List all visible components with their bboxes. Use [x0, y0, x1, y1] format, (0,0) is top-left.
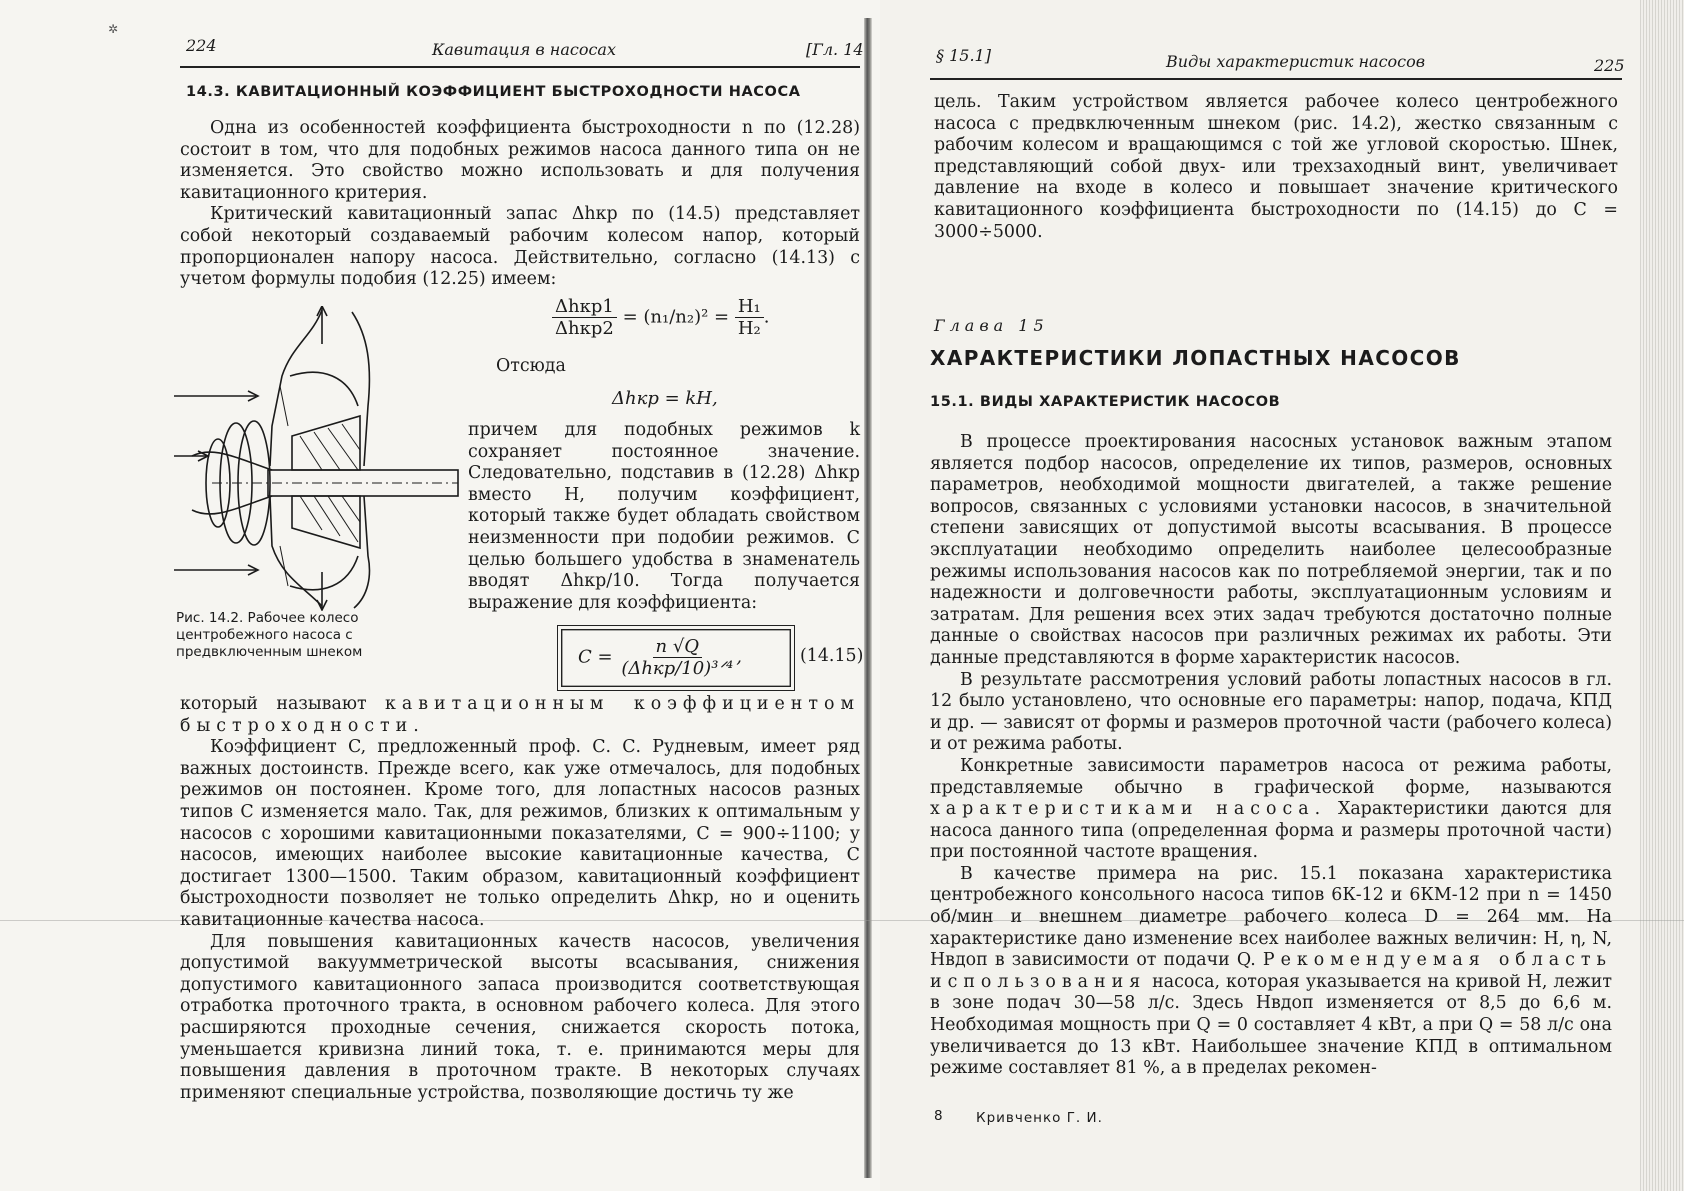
eq3-num: n √Q	[653, 636, 703, 658]
eq1-rhs-den: H₂	[737, 318, 761, 339]
scan-speck: ✲	[108, 22, 119, 36]
right-text-top	[934, 92, 1618, 243]
left-text-bottom	[180, 694, 860, 1104]
right-para-4-spaced: Рекомендуемая область использования	[930, 950, 1612, 992]
eq1-rhs-num: H₁	[735, 296, 764, 318]
left-para-3	[180, 694, 860, 737]
left-para-2: Критический кавитационный запас Δhкр по (14.5) представляет собой некоторый создаваемый рабочим колесом напор, который пропорционален напору насоса. Действительно, согласно (14.13) с учетом формулы подобия (12.25) имеем:	[180, 204, 860, 290]
eq3-den: (Δhкр/10)³ᐟ⁴	[621, 658, 734, 679]
left-wrap-para: причем для подобных режимов k сохраняет постоянное значение. Следовательно, подставив в (12.28) Δhкр вместо H, получим коэффициент, который также будет обладать свойством неизменности при подобии режимов. С целью большего удобства в знаменатель вводят Δhкр/10. Тогда получается выражение для коэффициента:	[468, 420, 860, 613]
left-page-number: 224	[186, 36, 217, 55]
figure-caption: Рис. 14.2. Рабочее колесо центробежного насоса с предвключенным шнеком	[176, 610, 363, 660]
right-page-number: 225	[1594, 56, 1625, 75]
eq1-lhs-den: Δhкр2	[555, 318, 614, 339]
right-section-ref: § 15.1]	[936, 46, 991, 65]
chapter-title: ХАРАКТЕРИСТИКИ ЛОПАСТНЫХ НАСОСОВ	[930, 346, 1461, 370]
left-para-1: Одна из особенностей коэффициента быстроходности n по (12.28) состоит в том, что для подобных режимов насоса данного типа он не изменяется. Это свойство можно использовать и для получения кавитационного критерия.	[180, 118, 860, 203]
left-running-title: Кавитация в насосах	[432, 40, 616, 59]
right-text-body	[930, 432, 1612, 1080]
impeller-inducer-figure	[172, 306, 460, 611]
right-para-3	[930, 756, 1612, 864]
book-gutter	[864, 18, 872, 1178]
eq1-lhs-num: Δhкр1	[552, 296, 617, 318]
eq1-mid: = (n₁/n₂)² =	[622, 306, 730, 328]
left-header-rule	[180, 66, 860, 68]
footer-sheet-number: 8	[934, 1108, 944, 1124]
right-para-1: В процессе проектирования насосных установок важным этапом является подбор насосов, определение их типов, размеров, основных параметров, необходимой мощности двигателей, а также решение вопросов, связанных с условиями установки насосов, в значительной степени зависящих от допустимой высоты всасывания. В процессе эксплуатации необходимо определить наиболее целесообразные режимы использования насосов как по потребляемой энергии, так и по надежности и долговечности работы, эксплуатационным условиям и затратам. Для решения всех этих задач требуются достаточно полные данные о свойствах насосов при различных режимах их работы. Эти данные представляются в форме характеристик насосов.	[930, 432, 1612, 668]
left-para-5: Для повышения кавитационных качеств насосов, увеличения допустимой вакуумметрической высоты всасывания, снижения допустимого кавитационного запаса производится соответствующая отработка проточного тракта, в основном рабочего колеса. Для этого расширяются проходные сечения, снижается скорость потока, уменьшается кривизна линий тока, т. е. принимаются меры для повышения давления в проточном тракте. В некоторых случаях применяют специальные устройства, позволяющие достичь ту же	[180, 931, 860, 1103]
chapter-label: Глава 15	[934, 316, 1049, 335]
left-wrap-text	[468, 420, 860, 614]
left-section-heading: 14.3. КАВИТАЦИОННЫЙ КОЭФФИЦИЕНТ БЫСТРОХОДНОСТИ НАСОСА	[186, 84, 801, 100]
right-header-rule	[930, 78, 1622, 80]
right-running-title: Виды характеристик насосов	[1166, 52, 1426, 71]
otsyuda-label: Отсюда	[496, 356, 566, 376]
right-para-4-a: В качестве примера на рис. 15.1 показана характеристика центробежного консольного насоса типов 6К-12 и 6КМ-12 при n = 1450 об/мин и внешнем диаметре рабочего колеса D = 264 мм. На характеристике дано изменение всех наиболее важных величин: H, η, N, Hвдоп в зависимости от подачи Q.	[930, 863, 1612, 971]
left-para-3-spaced: кавитационным коэффициентом быстроходности.	[180, 694, 860, 736]
right-para-2: В результате рассмотрения условий работы лопастных насосов в гл. 12 было установлено, что основные его параметры: напор, подача, КПД и др. — зависят от формы и размеров проточной части (рабочего колеса) и от режима работы.	[930, 669, 1612, 755]
equation-dh-kh: Δhкр = kH,	[612, 388, 718, 409]
eq3-fraction	[618, 636, 736, 679]
equation-similarity: $\frac{\text{Δhкр1}}{\text{Δhкр2}}$ = (n₁/n₂)² = $\frac{\text{H₁}}{\text{H₂}}$ .	[552, 296, 770, 339]
equation-cavitation-coefficient	[578, 636, 742, 679]
left-para-3-a: который называют	[180, 694, 367, 714]
eq3-tail: ,	[736, 646, 742, 668]
right-para-4	[930, 864, 1612, 1080]
scan-edge-shadow	[1640, 0, 1684, 1191]
right-para-4-b: насоса, которая указывается на кривой H, лежит в зоне подач 30—58 л/с. Здесь Hвдоп изменяется от 8,5 до 6,6 м. Необходимая мощность при Q = 0 составляет 4 кВт, а при Q = 58 л/с она увеличивается до 13 кВт. Наибольшее значение КПД в оптимальном режиме составляет 81 %, а в пределах рекомен-	[930, 971, 1612, 1079]
right-section-heading: 15.1. ВИДЫ ХАРАКТЕРИСТИК НАСОСОВ	[930, 394, 1281, 410]
right-para-3-a: Конкретные зависимости параметров насоса от режима работы, представляемые обычно в графической форме, называются	[930, 755, 1612, 798]
left-text-top	[180, 118, 860, 291]
right-para-3-b: Характеристики даются для насоса данного типа (определенная форма и размеры проточной части) при постоянной частоте вращения.	[930, 799, 1613, 863]
right-para-3-spaced: характеристиками насоса.	[930, 799, 1327, 820]
eq1-rhs-fraction	[735, 296, 764, 339]
footer-author: Кривченко Г. И.	[976, 1110, 1103, 1126]
eq1-lhs-fraction	[552, 296, 617, 339]
right-para-continuation: цель. Таким устройством является рабочее колесо центробежного насоса с предвключенным шнеком (рис. 14.2), жестко связанным с рабочим колесом и вращающимся с той же угловой скоростью. Шнек, представляющий собой двух- или трехзаходный винт, увеличивает давление на входе в колесо и повышает значение критического кавитационного коэффициента быстроходности по (14.15) до C = 3000÷5000.	[934, 92, 1618, 242]
equation-number-14-15: (14.15)	[800, 646, 864, 666]
eq3-lhs: C =	[578, 646, 613, 668]
left-chapter-ref: [Гл. 14	[806, 40, 864, 59]
left-para-4: Коэффициент C, предложенный проф. С. С. Рудневым, имеет ряд важных достоинств. Прежде всего, как уже отмечалось, для подобных режимов он постоянен. Кроме того, для лопастных насосов разных типов C изменяется мало. Так, для режимов, близких к оптимальным у насосов с хорошими кавитационными показателями, C = 900÷1100; у насосов, имеющих наиболее высокие кавитационные качества, C достигает 1300—1500. Таким образом, кавитационный коэффициент быстроходности позволяет не только определить Δhкр, но и оценить кавитационные качества насоса.	[180, 737, 860, 930]
